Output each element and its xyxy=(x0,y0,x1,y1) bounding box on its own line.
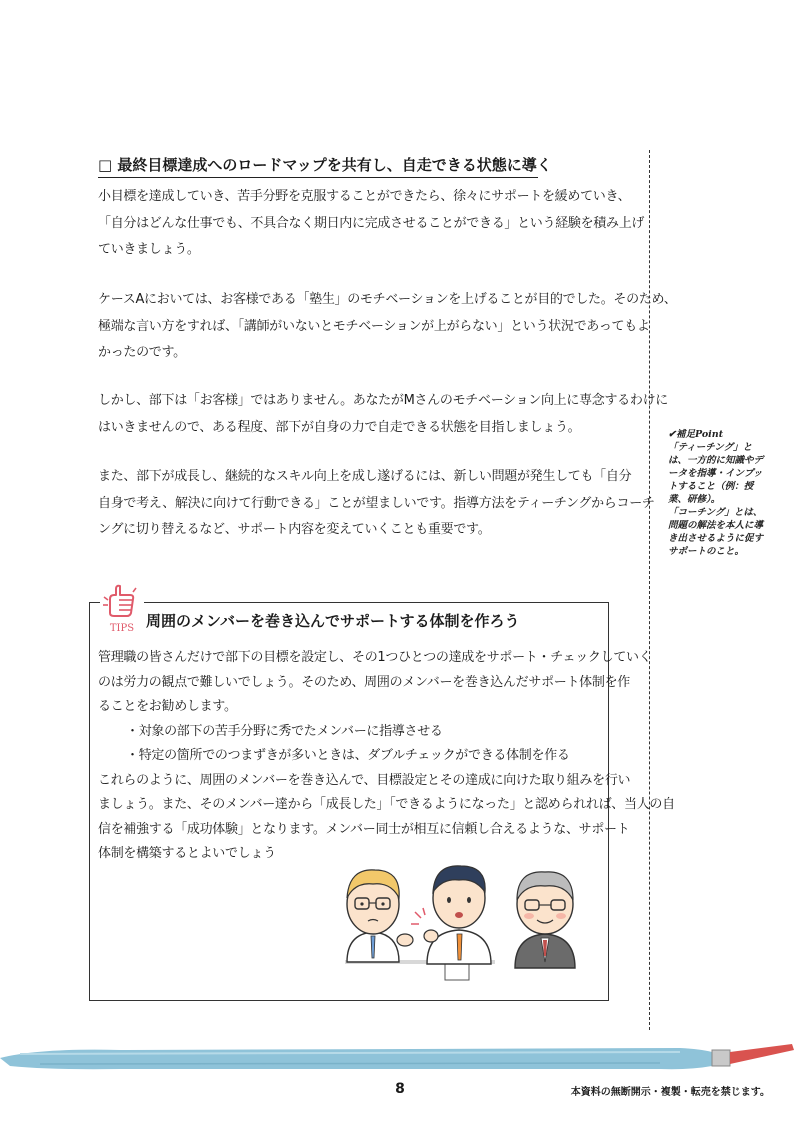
page-number: 8 xyxy=(395,1081,405,1097)
text-line: また、部下が成長し、継続的なスキル向上を成し遂げるには、新しい問題が発生しても「自分 xyxy=(98,469,632,484)
three-businessmen-illustration xyxy=(335,852,595,990)
text-line: ましょう。また、そのメンバー達から「成長した」「できるようになった」と認められれば、当人の自 xyxy=(98,797,675,812)
text-line: ングに切り替えるなど、サポート内容を変えていくことも重要です。 xyxy=(98,522,491,537)
paint-brush-icon xyxy=(0,1036,794,1074)
text-line: 極端な言い方をすれば、「講師がいないとモチベーションが上がらない」という状況であってもよ xyxy=(98,318,650,334)
side-note-line: 「コーチング」とは、問題の解法を本人に導き出させるように促すサポートのこと。 xyxy=(668,507,764,557)
side-note xyxy=(668,428,768,558)
thumbs-up-icon xyxy=(100,583,144,635)
bullet-item: ・特定の箇所でのつまずきが多いときは、ダブルチェックができる体制を作る xyxy=(126,748,570,763)
text-line: かったのです。 xyxy=(98,345,186,360)
team-illustration xyxy=(335,852,595,990)
tips-title: 周囲のメンバーを巻き込んでサポートする体制を作ろう xyxy=(146,612,520,630)
sidebar-divider xyxy=(649,150,650,1030)
paragraph-4 xyxy=(98,464,655,544)
text-line: 管理職の皆さんだけで部下の目標を設定し、その1つひとつの達成をサポート・チェックしていく xyxy=(98,650,652,665)
paragraph-2 xyxy=(98,287,677,367)
text-line: 「自分はどんな仕事でも、不具合なく期日内に完成させることができる」という経験を積み上げ xyxy=(98,215,645,231)
paragraph-3 xyxy=(98,388,668,441)
tips-icon-label: TIPS xyxy=(109,623,135,634)
text-line: 信を補強する「成功体験」となります。メンバー同士が相互に信頼し合えるような、サポート xyxy=(98,821,630,837)
section-heading: □ 最終目標達成へのロードマップを共有し、自走できる状態に導く xyxy=(98,153,538,178)
tips-body xyxy=(98,646,675,867)
text-line: のは労力の観点で難しいでしょう。そのため、周囲のメンバーを巻き込んだサポート体制を作 xyxy=(98,674,630,690)
bullet-item: ・対象の部下の苦手分野に秀でたメンバーに指導させる xyxy=(126,723,443,739)
text-line: 自身で考え、解決に向けて行動できる」ことが望ましいです。指導方法をティーチングからコーチ xyxy=(98,495,655,511)
text-line: はいきませんので、ある程度、部下が自身の力で自走できる状態を目指しましょう。 xyxy=(98,419,581,435)
text-line: しかし、部下は「お客様」ではありません。あなたがMさんのモチベーション向上に専念するわけに xyxy=(98,393,668,408)
text-line: これらのように、周囲のメンバーを巻き込んで、目標設定とその達成に向けた取り組みを行い xyxy=(98,772,631,788)
copyright-notice: 本資料の無断開示・複製・転売を禁じます。 xyxy=(570,1087,770,1098)
brush-stroke-decoration xyxy=(0,1036,794,1074)
tips-thumbs-up-icon xyxy=(100,583,144,635)
text-line: ケースAにおいては、お客様である「塾生」のモチベーションを上げることが目的でした。そのため、 xyxy=(98,292,677,307)
text-line: ていきましょう。 xyxy=(98,242,200,257)
side-note-line: 「ティーチング」とは、一方的に知識やデータを指導・インプットすること（例：授業、研修）。 xyxy=(668,442,764,505)
text-line: 小目標を達成していき、苦手分野を克服することができたら、徐々にサポートを緩めていき、 xyxy=(98,189,631,204)
side-note-title: ✔補足Point xyxy=(668,429,724,440)
text-line: 体制を構築するとよいでしょう xyxy=(98,846,276,861)
paragraph-1 xyxy=(98,184,645,264)
text-line: ることをお勧めします。 xyxy=(98,699,237,714)
